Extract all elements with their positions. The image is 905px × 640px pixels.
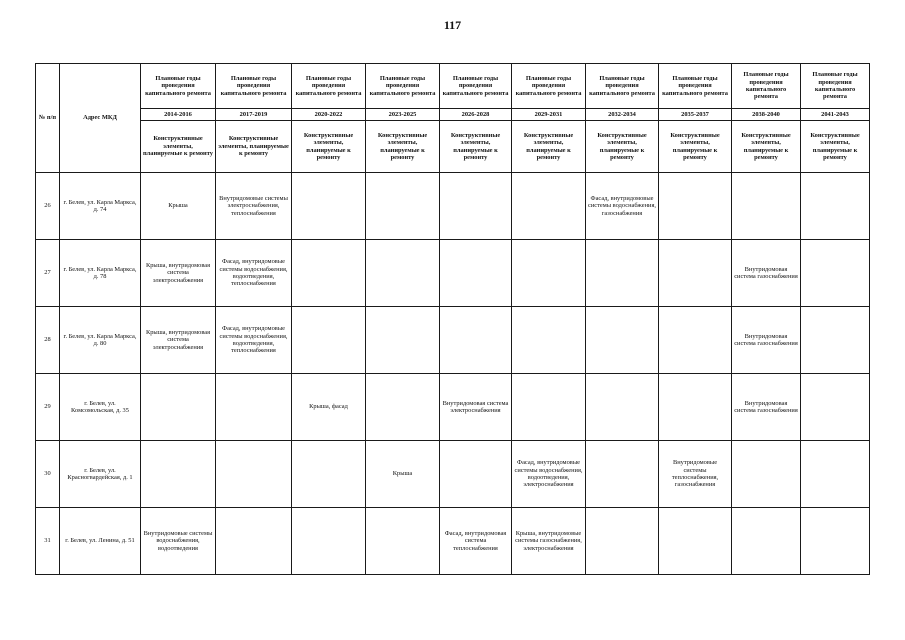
repair-elements-cell [659,508,732,575]
repair-elements-cell: Фасад, внутридомовые системы водоснабжения, водоотведения, электроснабжения [512,441,586,508]
table-header [36,64,870,173]
repair-elements-cell: Крыша, внутридомовая система электроснабжения [141,307,216,374]
period-years-header: 2041-2043 [801,109,870,121]
repair-elements-cell [512,374,586,441]
period-title-header: Плановые годы проведения капитального ремонта [659,64,732,109]
repair-elements-cell [366,307,440,374]
repair-elements-cell [141,441,216,508]
row-number-cell: 28 [36,307,60,374]
address-cell: г. Белев, ул. Карла Маркса, д. 80 [60,307,141,374]
repair-elements-cell [801,508,870,575]
row-number-cell: 26 [36,173,60,240]
repair-elements-cell [801,173,870,240]
header-row-title [36,64,870,109]
repair-elements-cell [366,240,440,307]
repair-elements-cell: Внутридомовые системы водоснабжения, водоотведения [141,508,216,575]
repair-elements-cell [586,240,659,307]
repair-elements-cell [440,173,512,240]
repair-elements-cell: Крыша, внутридомовая система электроснабжения [141,240,216,307]
period-title-header: Плановые годы проведения капитального ремонта [292,64,366,109]
period-years-header: 2014-2016 [141,109,216,121]
period-title-header: Плановые годы проведения капитального ремонта [141,64,216,109]
repair-elements-cell: Внутридомовая система электроснабжения [440,374,512,441]
repair-elements-cell [659,374,732,441]
repair-elements-cell [512,240,586,307]
repair-elements-cell [366,173,440,240]
period-title-header: Плановые годы проведения капитального ремонта [216,64,292,109]
repair-elements-cell: Крыша [141,173,216,240]
num-header: № п/п [36,64,60,173]
repair-elements-cell: Фасад, внутридомовые системы водоснабжения, газоснабжения [586,173,659,240]
address-header: Адрес МКД [60,64,141,173]
repair-elements-cell: Крыша, внутридомовые системы газоснабжения, электроснабжения [512,508,586,575]
period-years-header: 2026-2028 [440,109,512,121]
repair-elements-cell [292,307,366,374]
table-row [36,307,870,374]
period-elements-header: Конструктивные элементы, планируемые к ремонту [141,121,216,173]
row-number-cell: 31 [36,508,60,575]
row-number-cell: 27 [36,240,60,307]
period-elements-header: Конструктивные элементы, планируемые к ремонту [440,121,512,173]
table-row [36,374,870,441]
row-number-cell: 30 [36,441,60,508]
repair-elements-cell [512,173,586,240]
period-title-header: Плановые годы проведения капитального ремонта [801,64,870,109]
repair-elements-cell [801,307,870,374]
period-title-header: Плановые годы проведения капитального ремонта [440,64,512,109]
address-cell: г. Белев, ул. Комсомольская, д. 35 [60,374,141,441]
table-body [36,173,870,575]
repair-elements-cell [141,374,216,441]
table-row [36,508,870,575]
address-cell: г. Белев, ул. Карла Маркса, д. 78 [60,240,141,307]
period-elements-header: Конструктивные элементы, планируемые к ремонту [512,121,586,173]
period-years-header: 2029-2031 [512,109,586,121]
period-elements-header: Конструктивные элементы, планируемые к ремонту [216,121,292,173]
repair-elements-cell [732,173,801,240]
repair-elements-cell [216,374,292,441]
repair-elements-cell [732,441,801,508]
period-elements-header: Конструктивные элементы, планируемые к ремонту [586,121,659,173]
period-title-header: Плановые годы проведения капитального ремонта [586,64,659,109]
period-years-header: 2020-2022 [292,109,366,121]
repair-elements-cell [512,307,586,374]
table-row [36,173,870,240]
repair-elements-cell [292,441,366,508]
repair-elements-cell [292,240,366,307]
address-cell: г. Белев, ул. Карла Маркса, д. 74 [60,173,141,240]
repair-elements-cell [732,508,801,575]
repair-elements-cell [659,240,732,307]
period-elements-header: Конструктивные элементы, планируемые к ремонту [659,121,732,173]
repair-elements-cell [586,307,659,374]
address-cell: г. Белев, ул. Красногвардейская, д. 1 [60,441,141,508]
repair-elements-cell [366,374,440,441]
repair-elements-cell [292,508,366,575]
period-title-header: Плановые годы проведения капитального ремонта [366,64,440,109]
repair-elements-cell: Внутридомовая система газоснабжения [732,374,801,441]
repair-elements-cell: Крыша [366,441,440,508]
repair-elements-cell [440,307,512,374]
address-cell: г. Белев, ул. Ленина, д. 51 [60,508,141,575]
period-elements-header: Конструктивные элементы, планируемые к ремонту [732,121,801,173]
repair-elements-cell [440,441,512,508]
repair-elements-cell [216,441,292,508]
period-years-header: 2032-2034 [586,109,659,121]
repair-elements-cell [801,240,870,307]
period-elements-header: Конструктивные элементы, планируемые к ремонту [292,121,366,173]
period-years-header: 2038-2040 [732,109,801,121]
repair-elements-cell [292,173,366,240]
repair-elements-cell [801,441,870,508]
repair-elements-cell: Фасад, внутридомовые системы водоснабжения, водоотведения, теплоснабжения [216,307,292,374]
period-elements-header: Конструктивные элементы, планируемые к ремонту [366,121,440,173]
repair-elements-cell [366,508,440,575]
repair-elements-cell [586,441,659,508]
period-title-header: Плановые годы проведения капитального ремонта [512,64,586,109]
repair-elements-cell: Крыша, фасад [292,374,366,441]
repair-elements-cell: Внутридомовые системы электроснабжения, теплоснабжения [216,173,292,240]
repair-elements-cell: Фасад, внутридомовая система теплоснабжения [440,508,512,575]
repair-elements-cell [659,173,732,240]
period-years-header: 2017-2019 [216,109,292,121]
repair-elements-cell [801,374,870,441]
capital-repair-plan-table [35,63,870,575]
repair-elements-cell: Внутридомовая система газоснабжения [732,307,801,374]
repair-elements-cell [586,374,659,441]
repair-elements-cell: Фасад, внутридомовые системы водоснабжения, водоотведения, теплоснабжения [216,240,292,307]
page-number: 117 [443,18,462,32]
repair-elements-cell: Внутридомовые системы теплоснабжения, газоснабжения [659,441,732,508]
header-row-elements [36,121,870,173]
header-row-years [36,109,870,121]
table-row [36,240,870,307]
period-years-header: 2023-2025 [366,109,440,121]
period-title-header: Плановые годы проведения капитального ремонта [732,64,801,109]
period-elements-header: Конструктивные элементы, планируемые к ремонту [801,121,870,173]
period-years-header: 2035-2037 [659,109,732,121]
repair-elements-cell [216,508,292,575]
table-row [36,441,870,508]
repair-elements-cell [440,240,512,307]
row-number-cell: 29 [36,374,60,441]
repair-elements-cell [659,307,732,374]
repair-elements-cell: Внутридомовая система газоснабжения [732,240,801,307]
repair-elements-cell [586,508,659,575]
